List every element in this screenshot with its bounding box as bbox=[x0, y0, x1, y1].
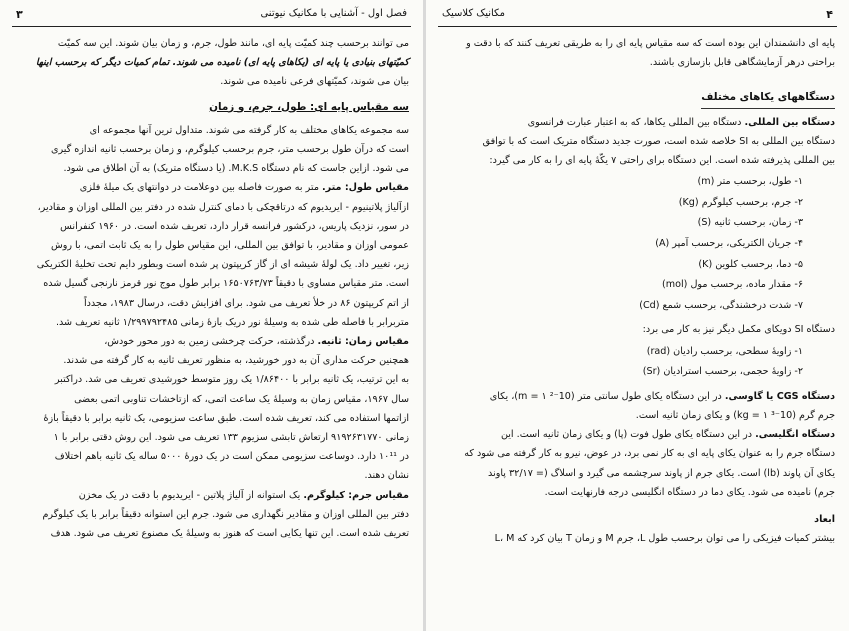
cgs-heading: دستگاه CGS یا گاوسی. bbox=[724, 390, 835, 402]
length-text: از اتم کریپتون ۸۶ در خلأ تعریف می شود. برای افزایش دقت، درسال ۱۹۸۳، مجدداً bbox=[83, 297, 409, 309]
english-text: جرم) نامیده می شود. یکای دما در دستگاه انگلیسی درجه فارنهایت است. bbox=[544, 486, 835, 498]
cgs-text: در این دستگاه یکای طول سانتی متر (10⁻² m = ۱)، یکای bbox=[489, 390, 722, 402]
units-section-title: دستگاههای یکاهای مختلف bbox=[701, 88, 835, 108]
si-text: دستگاه بین المللی به SI خلاصه شده است، صورت جدید دستگاه متریک است که با توافق bbox=[482, 135, 835, 147]
mass-text: یک استوانه از آلیاژ پلاتین - ایریدیوم با دقت در یک مخزن bbox=[78, 489, 301, 501]
list-item: ۵- دما، برحسب کلوین (K) bbox=[698, 258, 803, 270]
length-text: زیر، تغییر داد. یک لولهٔ شیشه ای از گاز کریپتون پر شده است وبطور دایم تحت تخلیهٔ الکتریکی bbox=[36, 259, 409, 271]
left-page-number: ۳ bbox=[16, 8, 23, 21]
dimensions-text: بیشتر کمیات فیزیکی را می توان برحسب طول L، جرم M و زمان T بیان کرد که L، M bbox=[494, 533, 835, 545]
left-page bbox=[0, 0, 423, 631]
section-intro-line: است که درآن طول برحسب متر، جرم برحسب کیلوگرم، و زمان برحسب ثانیه اندازه گیری bbox=[50, 144, 409, 156]
length-text: متربرابر با فاصله طی شده به وسیلهٔ نور دریک بازهٔ زمانی ۱/۲۹۹۷۹۲۴۸۵ ثانیه تعریف شد. bbox=[55, 316, 409, 328]
section-intro-line: سه مجموعه یکاهای مختلف به کار گرفته می شوند. متداول ترین آنها مجموعه ای bbox=[89, 124, 409, 136]
dimensions-heading: ابعاد bbox=[814, 513, 835, 525]
time-heading: مقیاس زمان: ثانیه. bbox=[317, 336, 409, 348]
si-supp-intro: دستگاه SI دویکای مکمل دیگر نیز به کار می برد: bbox=[642, 324, 835, 336]
intro-line: بیان می شوند، کمیّتهای فرعی نامیده می شوند. bbox=[220, 76, 409, 88]
si-text: بین المللی پذیرفته شده است. این دستگاه برای راحتی ۷ یکّهٔ پایه ای را به کار می گیرد: bbox=[489, 155, 835, 167]
intro-line: براحتی درهر آزمایشگاهی قابل بازسازی باشند. bbox=[649, 57, 835, 69]
list-item: ۲- جرم، برحسب کیلوگرم (Kg) bbox=[678, 196, 803, 208]
right-page bbox=[426, 0, 849, 631]
length-text: است. متر مقیاس مساوی با دقیقاً ۱۶۵۰۷۶۳/۷۳ برابر طول موج نور قرمز نارنجی گسیل شده bbox=[43, 278, 409, 290]
mass-text: دفتر بین المللی اوزان و مقادیر نگهداری می شود. جرم این استوانه دقیقاً برابر با یک کیلوگرم bbox=[42, 508, 409, 520]
length-heading: مقیاس طول: متر. bbox=[322, 182, 409, 194]
english-text: یکای آن پاوند (lb) است. یکای جرم از پاوند سرچشمه می گیرد و اسلاگ (= ۳۲/۱۷ پاوند bbox=[488, 467, 835, 479]
mass-heading: مقیاس جرم: کیلوگرم. bbox=[303, 489, 409, 501]
si-text: دستگاه بین المللی یکاها، که به اعتبار عبارت فرانسوی bbox=[527, 116, 742, 128]
intro-line: کمیّتهای بنیادی یا پایه ای (یکاهای پایه ای) نامیده می شوند. تمام کمیات دیگر که برحسب اینها bbox=[35, 57, 409, 69]
right-header-rule bbox=[438, 26, 837, 27]
time-text: به این ترتیب، یک ثانیه برابر با ۱/۸۶۴۰۰ یک روز متوسط خورشیدی تعریف می شد. دراکتبر bbox=[54, 374, 409, 386]
right-page-number: ۴ bbox=[826, 8, 833, 21]
intro-line: پایه ای دانشمندان این بوده است که سه مقیاس پایه ای را به طریقی تعریف کنند که با دقت و bbox=[466, 38, 835, 49]
time-text: همچنین حرکت مداری آن به دور خورشید، به منظور تعریف ثانیه به کار گرفته می شدند. bbox=[63, 355, 409, 367]
right-header-title: مکانیک کلاسیک bbox=[442, 8, 505, 19]
left-header-rule bbox=[12, 26, 411, 27]
left-header-title: فصل اول - آشنایی با مکانیک نیوتنی bbox=[260, 8, 407, 19]
length-text: عمومی اوزان و مقادیر، با توافق بین المللی، این مقیاس طول را به یک ثابت اتمی، با روش bbox=[51, 240, 409, 252]
time-text: ازاتمها استفاده می کند، تعریف شده است. طبق ساعت سزیومی، یک ثانیه برابر با دقیقاً بازهٔ bbox=[43, 412, 409, 424]
right-header bbox=[438, 8, 837, 24]
english-text: دستگاه جرم را به عنوان یکای پایه ای به کار نمی برد، در عوض، نیرو به کار گرفته می شود که bbox=[464, 448, 835, 460]
list-item: ۲- زاویهٔ حجمی، برحسب استرادیان (Sr) bbox=[642, 366, 803, 378]
list-item: ۷- شدت درخشندگی، برحسب شمع (Cd) bbox=[639, 299, 803, 311]
list-item: ۱- زاویهٔ سطحی، برحسب رادیان (rad) bbox=[646, 345, 803, 357]
time-text: زمانی ۹۱۹۲۶۳۱۷۷۰ ارتعاش تابشی سزیوم ۱۳۳ تعریف می شود. این روش دقتی برابر با ۱ bbox=[53, 432, 409, 444]
length-text: در سور، نزدیک پاریس، درکشور فرانسه قرار دارد، تعریف شده است. در ۱۹۶۰ کنفرانس bbox=[60, 220, 409, 232]
list-item: ۴- جریان الکتریکی، برحسب آمپر (A) bbox=[655, 238, 803, 249]
mass-text: تعریف شده است. این تنها یکایی است که هنوز به وسیلهٔ یک مصنوع تعریف می شود. هدف bbox=[50, 528, 409, 540]
list-item: ۳- زمان، برحسب ثانیه (S) bbox=[697, 217, 803, 229]
time-text: نشان دهند. bbox=[364, 470, 409, 482]
english-heading: دستگاه انگلیسی. bbox=[755, 429, 835, 441]
section-title: سه مقیاس پایه ای: طول، جرم، و زمان bbox=[209, 100, 409, 113]
length-text: ازآلیاژ پلاتینیوم - ایریدیوم که درتاقچکی با دمای کنترل شده در دفتر بین المللی اوزان و مقادیر، bbox=[37, 201, 409, 213]
si-heading: دستگاه بین المللی. bbox=[744, 116, 835, 128]
time-text: سال ۱۹۶۷، مقیاس زمان به وسیلهٔ یک ساعت اتمی، که ازتاخشات تناوبی اتمی بعضی bbox=[74, 393, 409, 405]
list-item: ۱- طول، برحسب متر (m) bbox=[697, 176, 803, 188]
english-text: در این دستگاه یکای طول فوت (پا) و یکای زمان ثانیه است. این bbox=[500, 429, 753, 441]
length-text: متر به صورت فاصله بین دوعلامت در دوانتهای یک میلهٔ فلزی bbox=[79, 182, 319, 194]
section-intro-line: می شود. ازاین جاست که نام دستگاه M.K.S. (یا دستگاه متریک) به آن اطلاق می شود. bbox=[63, 163, 409, 175]
si-unit-list bbox=[440, 172, 835, 316]
intro-line: می توانند برحسب چند کمیّت پایه ای، مانند طول، جرم، و زمان بیان شوند. این سه کمیّت bbox=[57, 38, 409, 49]
time-text: درگذشته، حرکت چرخشی زمین به دور محور خودش، bbox=[104, 336, 315, 348]
left-content bbox=[14, 34, 409, 543]
time-text: در ۱۰¹¹ دارد. دوساعت سزیومی ممکن است در یک دورهٔ ۵۰۰۰ ساله یک ثانیه باهم اختلاف bbox=[54, 451, 409, 463]
si-supp-list bbox=[440, 342, 835, 383]
list-item: ۶- مقدار ماده، برحسب مول (mol) bbox=[662, 279, 803, 291]
right-content bbox=[440, 34, 835, 548]
left-header bbox=[12, 8, 411, 24]
cgs-text: جرم گرم (10⁻³ kg = ۱) و یکای زمان ثانیه است. bbox=[635, 409, 835, 421]
